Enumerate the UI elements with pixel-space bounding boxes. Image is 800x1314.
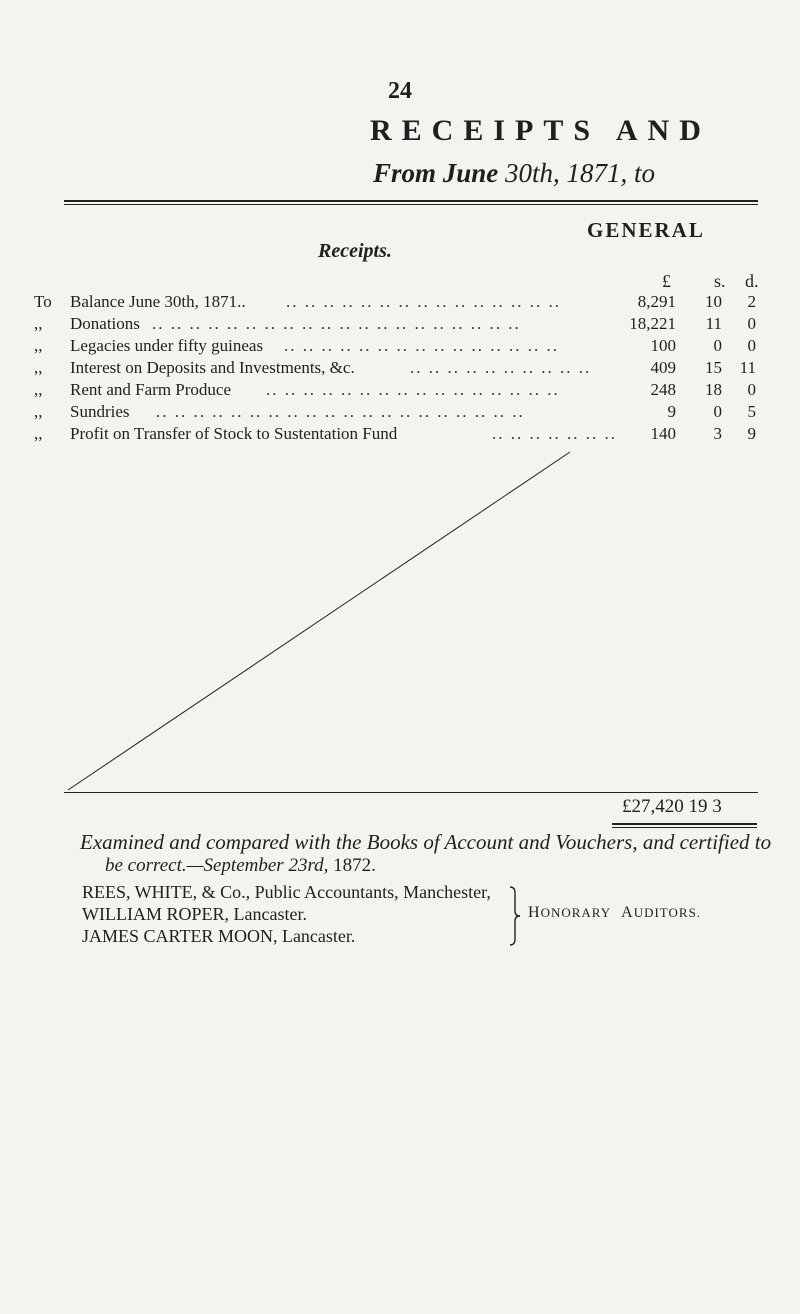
certification-line-1: Examined and compared with the Books of Account and Vouchers, and certified to (80, 830, 772, 854)
row-description: Profit on Transfer of Stock to Sustentation Fund (70, 424, 398, 443)
leader-dots: .. .. .. .. .. .. .. .. .. .. .. .. .. .. .. .. .. .. .. .. (152, 314, 521, 333)
leader-dots: .. .. .. .. .. .. .. .. .. .. (410, 358, 592, 377)
row-pence: 5 (747, 402, 756, 421)
row-prefix: ,, (34, 314, 43, 333)
auditor-role (528, 904, 701, 922)
row-prefix: ,, (34, 402, 43, 421)
row-pounds: 100 (650, 336, 676, 355)
certification-date: 23rd, (288, 855, 329, 876)
role-initial-2: A (621, 904, 634, 921)
role-rest-2: UDITORS. (633, 905, 702, 920)
row-pounds: 9 (667, 402, 676, 421)
role-initial: H (528, 904, 541, 921)
row-pence: 0 (747, 336, 756, 355)
row-description: Sundries (70, 402, 130, 421)
page-number: 24 (388, 78, 412, 104)
row-description: Balance June 30th, 1871.. (70, 292, 246, 311)
row-shillings: 0 (713, 402, 722, 421)
auditor-name: REES, WHITE, & Co., Public Accountants, Manchester, (82, 882, 491, 902)
leader-dots: .. .. .. .. .. .. .. (492, 424, 617, 443)
row-description: Rent and Farm Produce (70, 380, 231, 399)
row-description: Interest on Deposits and Investments, &c. (70, 358, 355, 377)
row-shillings: 10 (705, 292, 722, 311)
column-header-shillings: s. (714, 271, 726, 291)
row-prefix: ,, (34, 380, 43, 399)
column-header-pence: d. (745, 271, 759, 291)
auditor-name: JAMES CARTER MOON, Lancaster. (82, 926, 356, 946)
row-prefix: ,, (34, 336, 43, 355)
row-prefix: ,, (34, 424, 43, 443)
leader-dots: .. .. .. .. .. .. .. .. .. .. .. .. .. .. .. (284, 336, 559, 355)
row-prefix: ,, (34, 358, 43, 377)
certification-prefix: be correct.—September (105, 855, 284, 876)
row-pence: 2 (747, 292, 756, 311)
row-pence: 11 (739, 358, 756, 377)
receipts-title: Receipts. (318, 240, 392, 262)
row-pounds: 8,291 (637, 292, 676, 311)
row-pence: 0 (747, 380, 756, 399)
auditor-name: WILLIAM ROPER, Lancaster. (82, 904, 307, 924)
curly-brace-icon (508, 885, 522, 947)
row-pounds: 248 (650, 380, 676, 399)
row-shillings: 0 (713, 336, 722, 355)
row-description: Legacies under fifty guineas (70, 336, 264, 355)
row-shillings: 18 (705, 380, 722, 399)
total-rule (612, 823, 757, 825)
row-pounds: 409 (650, 358, 676, 377)
leader-dots: .. .. .. .. .. .. .. .. .. .. .. .. .. .. .. .. .. .. .. .. (156, 402, 525, 421)
subheading-date: 30th, 1871, to (505, 158, 656, 188)
leader-dots: .. .. .. .. .. .. .. .. .. .. .. .. .. .. .. .. (266, 380, 560, 399)
grand-total: £27,420 19 3 (622, 796, 722, 817)
row-shillings: 11 (705, 314, 722, 333)
row-shillings: 15 (705, 358, 722, 377)
certification-year: 1872. (333, 855, 376, 876)
page-heading: RECEIPTS AND (370, 114, 711, 147)
row-prefix: To (34, 292, 52, 311)
bottom-rule (64, 792, 758, 793)
leader-dots: .. .. .. .. .. .. .. .. .. .. .. .. .. .. .. (286, 292, 561, 311)
row-pence: 9 (747, 424, 756, 443)
total-rule-thin (612, 827, 757, 828)
subheading-from: From June (373, 158, 499, 188)
row-description: Donations (70, 314, 140, 333)
row-shillings: 3 (713, 424, 722, 443)
column-header-pounds: £ (662, 271, 671, 291)
role-rest: ONORARY (540, 905, 612, 920)
row-pence: 0 (747, 314, 756, 333)
row-pounds: 140 (650, 424, 676, 443)
row-pounds: 18,221 (629, 314, 676, 333)
section-title: GENERAL (587, 218, 705, 242)
certification-line-2 (105, 855, 376, 877)
